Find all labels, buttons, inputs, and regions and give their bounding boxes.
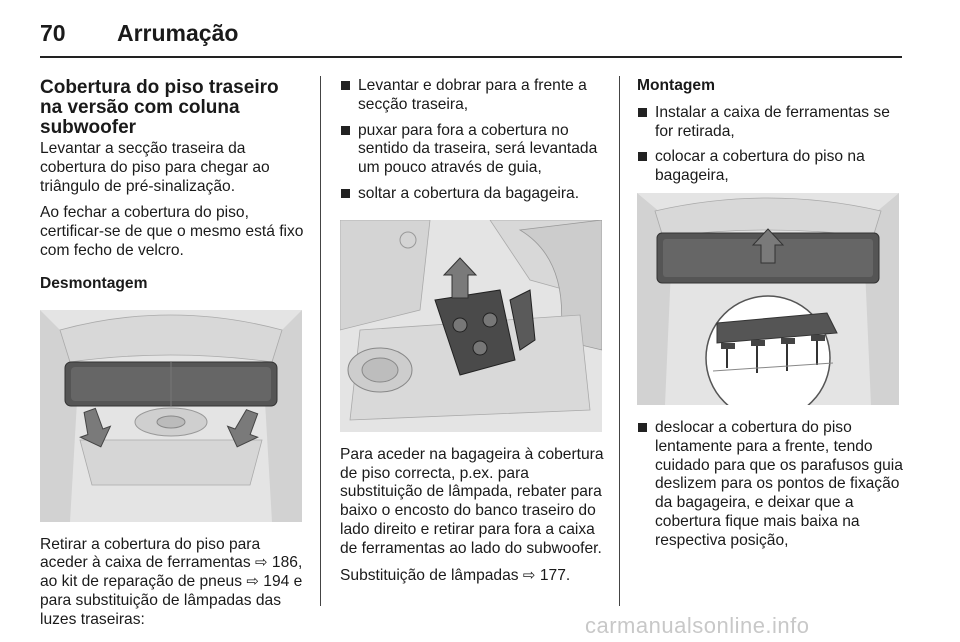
- column-divider-1: [320, 76, 321, 606]
- column-2: [340, 77, 604, 593]
- steps-list: [637, 104, 903, 186]
- square-bullet-icon: [341, 81, 350, 90]
- section-heading: Cobertura do piso traseiro na versão com coluna subwoofer: [40, 77, 279, 138]
- paragraph-text: .: [565, 566, 571, 584]
- paragraph: Para aceder na bagageira à cobertura de piso correcta, p.ex. para substituição de lâmpada, rebater para baixo o encosto do banco traseiro do lado direito e retirar para fora a caixa de ferramentas ao lado do subwoofer.: [340, 445, 604, 557]
- steps-list: [340, 77, 604, 204]
- illustration: [40, 310, 302, 522]
- page-header: [40, 14, 902, 54]
- paragraph-text: Substituição de lâmpadas: [340, 566, 519, 584]
- square-bullet-icon: [638, 423, 647, 432]
- list-item: [340, 77, 604, 115]
- list-item: [637, 148, 903, 186]
- list-item-text: colocar a cobertura do piso na bagageira,: [655, 148, 865, 185]
- square-bullet-icon: [638, 152, 647, 161]
- chapter-title: Arrumação: [117, 20, 239, 46]
- list-item: [340, 185, 604, 204]
- header-rule: [40, 56, 902, 58]
- list-item: [637, 104, 903, 142]
- list-item: [340, 122, 604, 178]
- page-reference-arrow-icon: ⇨: [522, 566, 536, 584]
- column-1: [40, 78, 304, 638]
- column-divider-2: [619, 76, 620, 606]
- list-item-text: deslocar a cobertura do piso lentamente para a frente, tendo cuidado para que os parafusos guia deslizem para os pontos de fixação da bagageira, e deixar que a cobertura fique mais baixa na respectiva posição,: [655, 418, 903, 549]
- page-reference[interactable]: 186: [271, 554, 298, 572]
- steps-list: [637, 419, 903, 551]
- page-number: 70: [40, 20, 66, 46]
- page-reference[interactable]: 194: [263, 573, 290, 591]
- paragraph: Levantar a secção traseira da cobertura do piso para chegar ao triângulo de pré-sinalização.: [40, 140, 270, 195]
- figure-floor-cover-install: [637, 193, 899, 405]
- page-reference-arrow-icon: ⇨: [246, 573, 259, 591]
- figure-caption: [40, 536, 304, 630]
- caption-text: Retirar a cobertura do piso para aceder à caixa de ferramentas: [40, 535, 261, 572]
- square-bullet-icon: [341, 126, 350, 135]
- page-reference-arrow-icon: ⇨: [254, 554, 268, 572]
- page-reference[interactable]: 177: [539, 566, 566, 584]
- figure-floor-cover-removal: [40, 310, 302, 522]
- subheading-montagem: Montagem: [637, 77, 715, 94]
- figure-cargo-cover-lift: [340, 220, 602, 432]
- list-item: [637, 419, 903, 551]
- paragraph: Ao fechar a cobertura do piso, certificar-se de que o mesmo está fixo com fecho de velcro.: [40, 204, 304, 259]
- caption-text: e para substituição de lâmpadas das luzes traseiras:: [40, 573, 303, 628]
- subheading-desmontagem: Desmontagem: [40, 274, 148, 292]
- illustration: [637, 193, 899, 405]
- watermark: carmanualsonline.info: [585, 613, 810, 638]
- caption-text: , ao kit de reparação de pneus: [40, 554, 303, 591]
- list-item-text: puxar para fora a cobertura no sentido da traseira, será levantada um pouco através de guia,: [358, 121, 598, 177]
- column-3: [637, 77, 903, 558]
- list-item-text: Levantar e dobrar para a frente a secção traseira,: [358, 77, 587, 113]
- square-bullet-icon: [341, 189, 350, 198]
- illustration: [340, 220, 602, 432]
- paragraph: [340, 567, 604, 586]
- list-item-text: Instalar a caixa de ferramentas se for retirada,: [655, 103, 890, 140]
- square-bullet-icon: [638, 108, 647, 117]
- list-item-text: soltar a cobertura da bagageira.: [358, 184, 580, 202]
